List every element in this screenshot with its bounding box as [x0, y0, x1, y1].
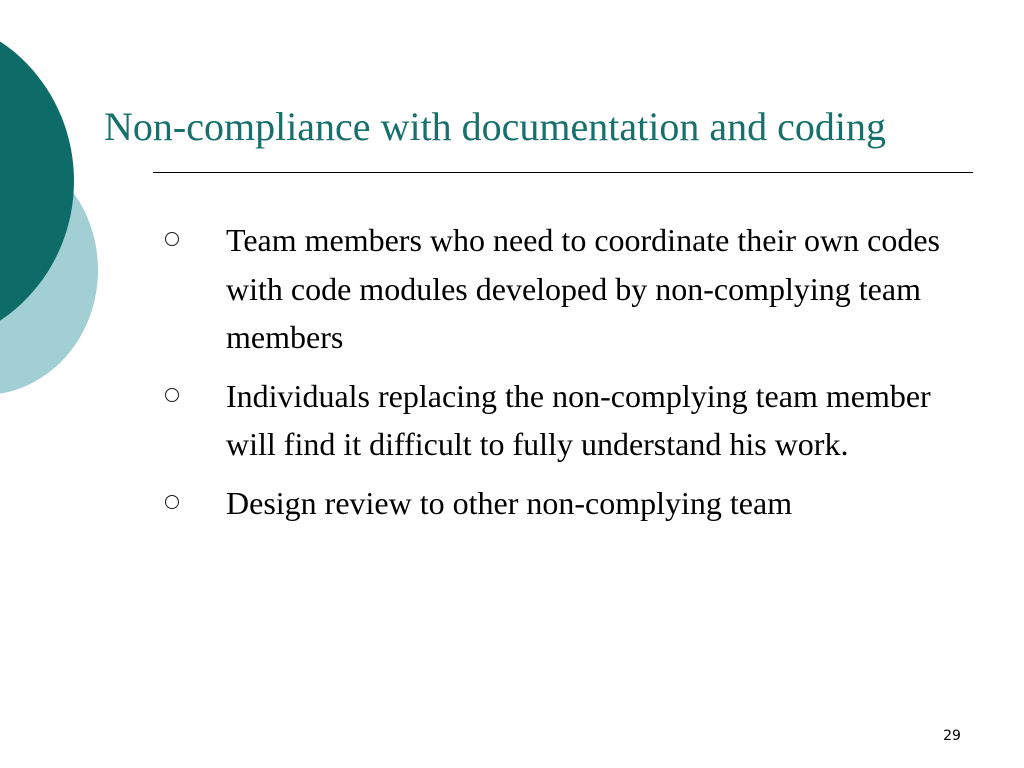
hollow-circle-bullet-icon	[165, 388, 179, 402]
bullet-list	[162, 216, 972, 537]
bullet-item	[162, 216, 972, 362]
hollow-circle-bullet-icon	[165, 232, 179, 246]
slide-title: Non-compliance with documentation and coding	[104, 104, 887, 149]
bullet-item	[162, 372, 972, 469]
title-divider	[153, 172, 973, 173]
page-number: 29	[943, 728, 961, 744]
bullet-text: Design review to other non-complying team	[226, 484, 793, 521]
bullet-text: Team members who need to coordinate their own codes with code modules developed by non-complying team members	[226, 222, 940, 355]
hollow-circle-bullet-icon	[165, 495, 179, 509]
bullet-text: Individuals replacing the non-complying team member will find it difficult to fully understand his work.	[226, 377, 931, 462]
bullet-item	[162, 479, 972, 528]
